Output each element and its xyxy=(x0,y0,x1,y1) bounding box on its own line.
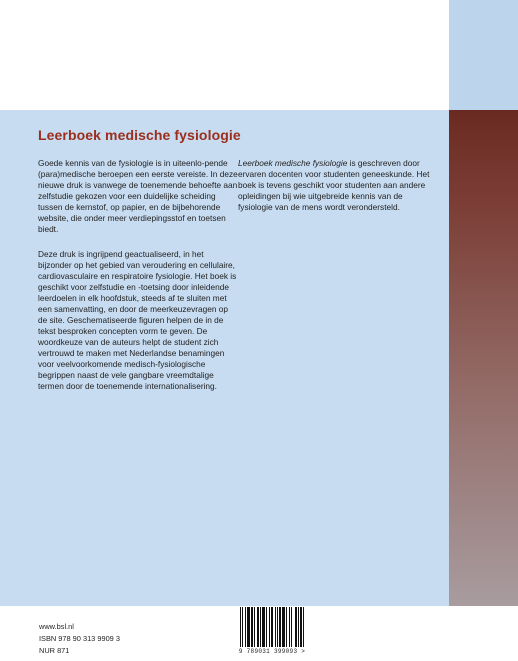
description-paragraph-3 xyxy=(238,158,438,213)
nur-code: NUR 871 xyxy=(39,646,70,655)
book-title-italic: Leerboek medische fysiologie xyxy=(238,158,348,168)
right-strip-light-blue xyxy=(449,0,518,110)
right-strip-gradient xyxy=(449,110,518,606)
description-paragraph-3-text: is geschreven door ervaren docenten voor studenten geneeskunde. Het boek is tevens geschikt voor studenten aan andere opleidingen bij wie uitgebreide kennis van de fysiologie van de mens wordt verondersteld. xyxy=(238,158,430,212)
description-left-column xyxy=(38,158,238,406)
isbn-barcode xyxy=(236,607,308,654)
top-white-area xyxy=(0,0,449,110)
barcode-digits: 9 789031 399093 > xyxy=(238,648,306,655)
description-paragraph-2: Deze druk is ingrijpend geactualiseerd, in het bijzonder op het gebied van veroudering en cellulaire, cardiovasculaire en respiratoire fysiologie. Het boek is geschikt voor zelfstudie en -toetsing door inleidende leerdoelen in elk hoofdstuk, steeds af te sluiten met een samenvatting, en door de meerkeuzevragen op de site. Geschematiseerde figuren helpen de in de tekst besproken concepten vorm te geven. De woordkeuze van de auteurs helpt de student zich vertrouwd te maken met Nederlandse benamingen voor veelvoorkomende medisch-fysiologische begrippen naast de vele gangbare vreemdtalige termen door de toenemende internationalisering. xyxy=(38,249,237,391)
description-paragraph-1: Goede kennis van de fysiologie is in uiteenlo-pende (para)medische beroepen een eerste vereiste. In deze nieuwe druk is vanwege de toenemende behoefte aan zelfstudie gekozen voor een duidelijke scheiding tussen de kernstof, op papier, en de bijbehorende website, die onder meer verdiepingsstof en toetsen biedt. xyxy=(38,158,238,234)
publisher-imprint xyxy=(39,621,120,657)
barcode-bars xyxy=(236,607,308,648)
isbn-number: ISBN 978 90 313 9909 3 xyxy=(39,634,120,643)
publisher-website: www.bsl.nl xyxy=(39,622,74,631)
description-right-column xyxy=(238,158,438,227)
book-title: Leerboek medische fysiologie xyxy=(38,127,241,143)
